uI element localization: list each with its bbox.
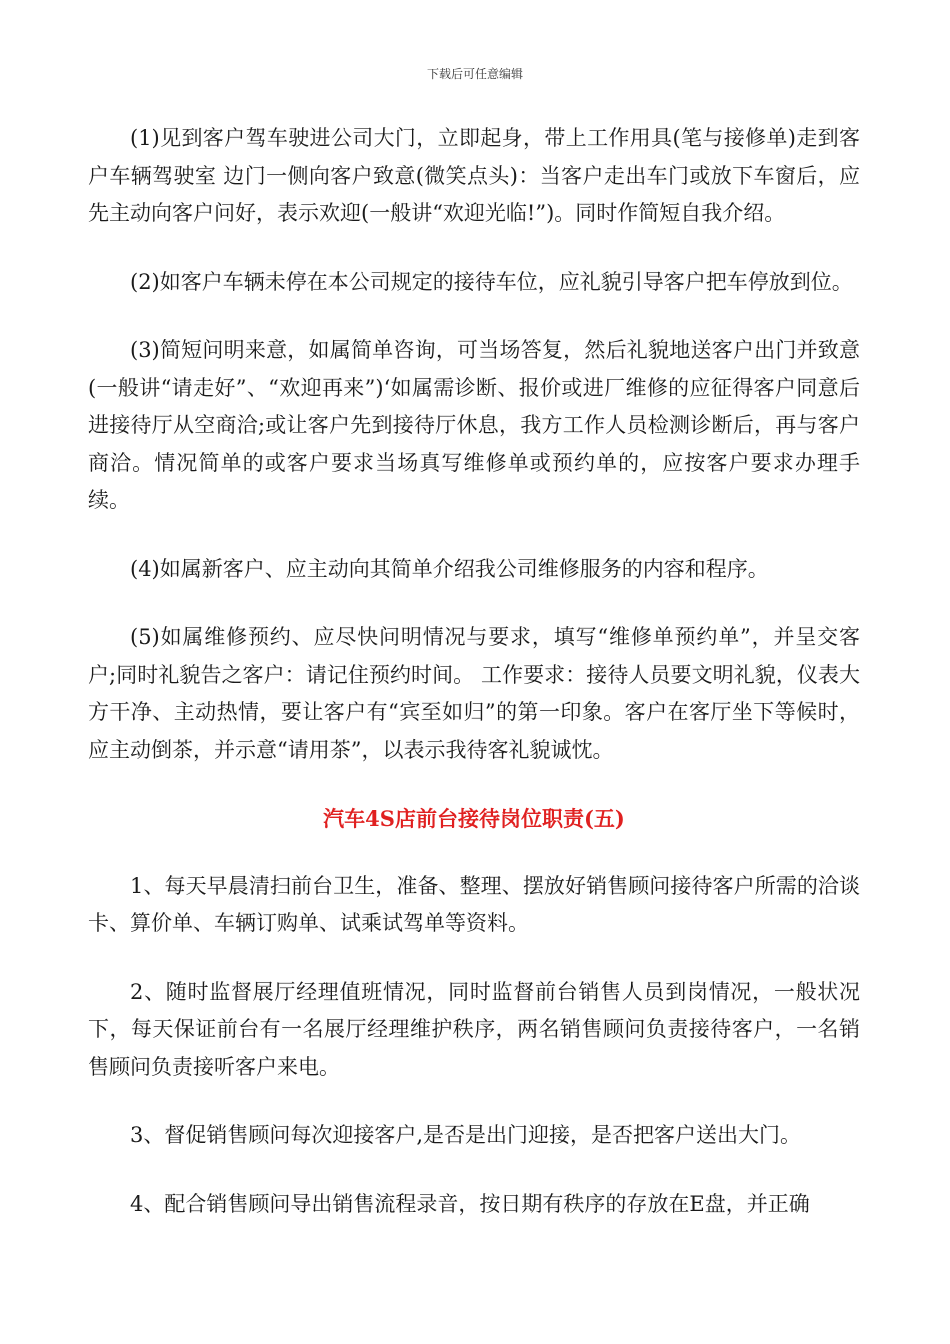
page-header: 下载后可任意编辑 xyxy=(426,67,523,81)
paragraph-step-4: (4)如属新客户、应主动向其简单介绍我公司维修服务的内容和程序。 xyxy=(130,556,769,581)
paragraph-duty-1: 1、每天早晨清扫前台卫生，准备、整理、摆放好销售顾问接待客户所需的洽谈卡、算价单、车辆订购单、试乘试驾单等资料。 xyxy=(88,873,860,935)
section-title: 汽车4S店前台接待岗位职责(五) xyxy=(323,806,625,831)
paragraph-step-1: (1)见到客户驾车驶进公司大门，立即起身，带上工作用具(笔与接修单)走到客户车辆驾驶室 边门一侧向客户致意(微笑点头)：当客户走出车门或放下车窗后，应先主动向客户问好，表示欢迎(一般讲“欢迎光临!”)。同时作简短自我介绍。 xyxy=(88,126,860,225)
paragraph-duty-2: 2、随时监督展厅经理值班情况，同时监督前台销售人员到岗情况，一般状况下，每天保证前台有一名展厅经理维护秩序，两名销售顾问负责接待客户，一名销售顾问负责接听客户来电。 xyxy=(88,979,860,1079)
paragraph-duty-3: 3、督促销售顾问每次迎接客户,是否是出门迎接，是否把客户送出大门。 xyxy=(130,1123,802,1147)
paragraph-step-5: (5)如属维修预约、应尽快问明情况与要求，填写“维修单预约单”，并呈交客户;同时礼貌告之客户：请记住预约时间。 工作要求：接待人员要文明礼貌，仪表大方干净、主动热情，要让客户有“宾至如归”的第一印象。客户在客厅坐下等候时，应主动倒茶，并示意“请用茶”，以表示我待客礼貌诚忱。 xyxy=(88,625,860,762)
paragraph-step-3: (3)简短问明来意，如属简单咨询，可当场答复，然后礼貌地送客户出门并致意(一般讲“请走好”、“欢迎再来”)‘如属需诊断、报价或进厂维修的应征得客户同意后进接待厅从空商洽;或让客户先到接待厅休息，我方工作人员检测诊断后，再与客户商洽。情况简单的或客户要求当场真写维修单或预约单的，应按客户要求办理手续。 xyxy=(88,338,860,512)
paragraph-duty-4: 4、配合销售顾问导出销售流程录音，按日期有秩序的存放在E盘，并正确 xyxy=(130,1191,810,1216)
paragraph-step-2: (2)如客户车辆未停在本公司规定的接待车位，应礼貌引导客户把车停放到位。 xyxy=(130,269,853,294)
document-body xyxy=(88,120,860,1254)
